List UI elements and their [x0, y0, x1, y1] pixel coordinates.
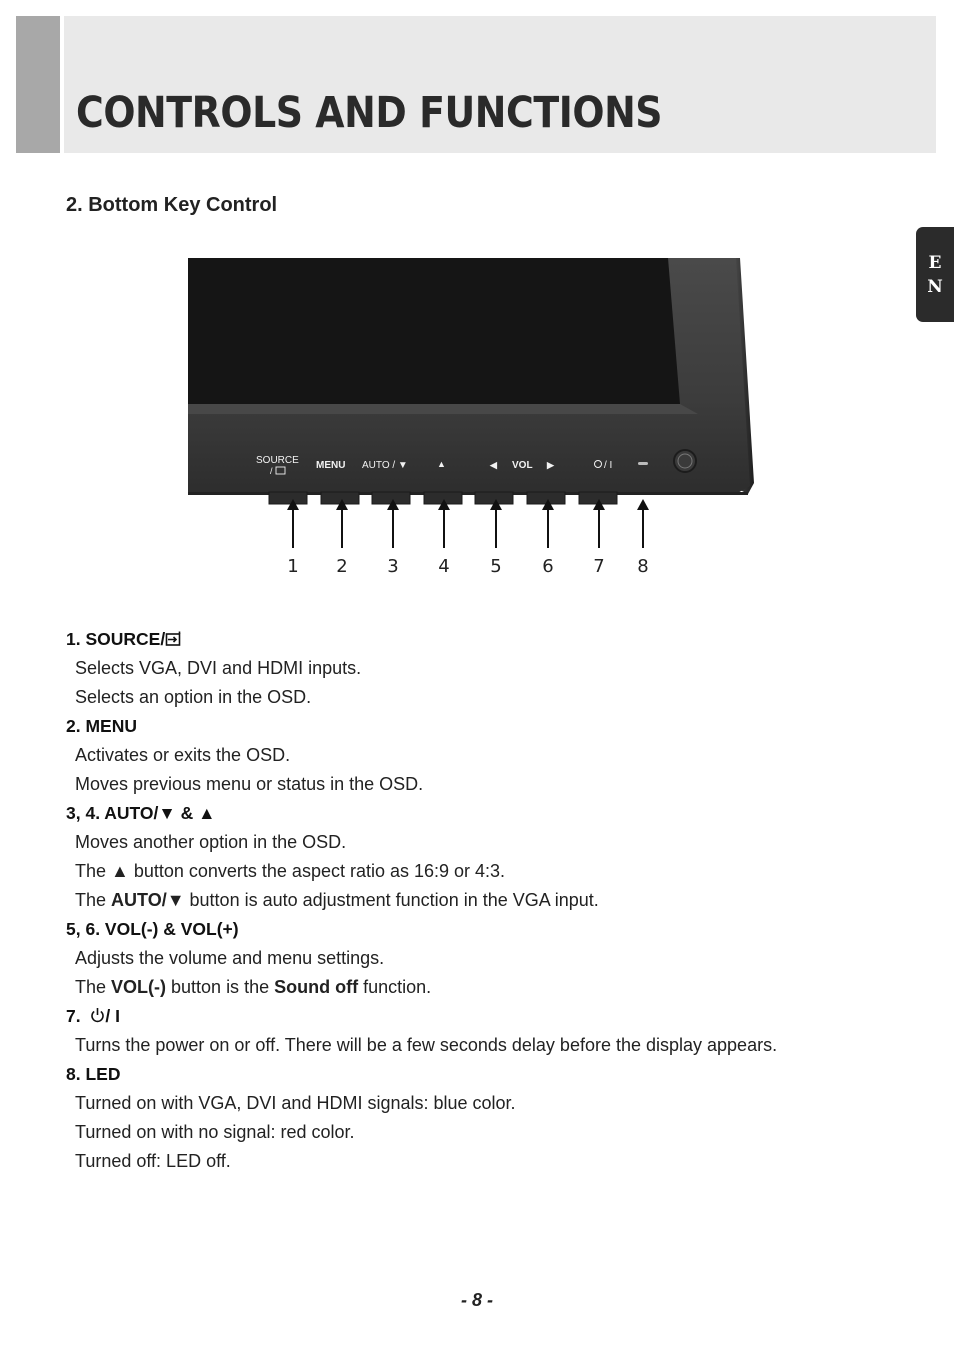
monitor-bottom-svg	[188, 258, 758, 508]
input-source-icon	[165, 631, 182, 647]
item-line: Moves another option in the OSD.	[75, 832, 347, 852]
callout-arrow-1	[292, 508, 294, 548]
callout-arrow-4	[443, 508, 445, 548]
item-line: Selects an option in the OSD.	[75, 687, 312, 707]
item-title-auto: 3, 4. AUTO/▼ & ▲	[66, 803, 216, 823]
callout-number-6: 6	[542, 556, 554, 577]
item-line: Turned on with no signal: red color.	[75, 1122, 355, 1142]
monitor-illustration	[188, 258, 758, 508]
item-line: The AUTO/▼ button is auto adjustment function in the VGA input.	[75, 890, 599, 910]
power-button-graphic	[674, 450, 696, 472]
callout-arrow-6	[547, 508, 549, 548]
power-icon	[90, 1007, 105, 1024]
callout-arrow-2	[341, 508, 343, 548]
bezel-label-up: ▲	[437, 459, 446, 469]
monitor-screen	[188, 258, 680, 404]
item-line: Turned on with VGA, DVI and HDMI signals: blue color.	[75, 1093, 516, 1113]
page-number: - 8 -	[460, 1290, 493, 1310]
language-tab-letter-n: N	[927, 276, 943, 297]
callout-group	[260, 500, 680, 590]
section-heading: 2. Bottom Key Control	[66, 194, 278, 216]
header-accent-block	[16, 16, 60, 153]
page-title: CONTROLS AND FUNCTIONS	[76, 88, 663, 138]
callout-number-4: 4	[438, 556, 450, 577]
item-line: The ▲ button converts the aspect ratio as 16:9 or 4:3.	[75, 861, 506, 881]
led-indicator	[638, 462, 648, 465]
bezel-label-power: / I	[604, 460, 613, 471]
item-title-power: 7. / I	[66, 1006, 120, 1026]
function-list	[66, 625, 906, 1176]
item-line: Adjusts the volume and menu settings.	[75, 948, 385, 968]
language-tab[interactable]	[916, 227, 954, 322]
bezel-label-source-slash: /	[270, 466, 273, 476]
callout-number-1: 1	[287, 556, 299, 577]
item-line: Selects VGA, DVI and HDMI inputs.	[75, 658, 362, 678]
bezel-label-auto: AUTO / ▼	[362, 460, 408, 471]
callout-number-3: 3	[387, 556, 399, 577]
bezel-label-vol: VOL	[512, 460, 533, 471]
bezel-label-left: ◀	[490, 460, 497, 470]
bezel-label-source: SOURCE	[256, 455, 299, 466]
bezel-label-menu: MENU	[316, 460, 346, 471]
item-line: Turns the power on or off. There will be a few seconds delay before the display appears.	[75, 1035, 778, 1055]
item-line: Turned off: LED off.	[75, 1151, 231, 1171]
callout-number-8: 8	[637, 556, 649, 577]
callout-arrow-3	[392, 508, 394, 548]
item-title-vol: 5, 6. VOL(-) & VOL(+)	[66, 919, 239, 939]
item-line: Moves previous menu or status in the OSD.	[75, 774, 424, 794]
bezel-label-right: ▶	[547, 460, 554, 470]
callout-arrow-7	[598, 508, 600, 548]
item-title-menu: 2. MENU	[66, 716, 137, 736]
item-line: Activates or exits the OSD.	[75, 745, 291, 765]
callout-number-5: 5	[490, 556, 502, 577]
item-title-source: 1. SOURCE/	[66, 625, 906, 654]
item-line: The VOL(-) button is the Sound off function.	[75, 977, 432, 997]
callout-number-7: 7	[593, 556, 605, 577]
callout-arrow-5	[495, 508, 497, 548]
header-divider	[60, 16, 64, 153]
item-title-led: 8. LED	[66, 1064, 121, 1084]
callout-number-2: 2	[336, 556, 348, 577]
language-tab-letter-e: E	[928, 252, 942, 273]
callout-arrow-8	[642, 508, 644, 548]
